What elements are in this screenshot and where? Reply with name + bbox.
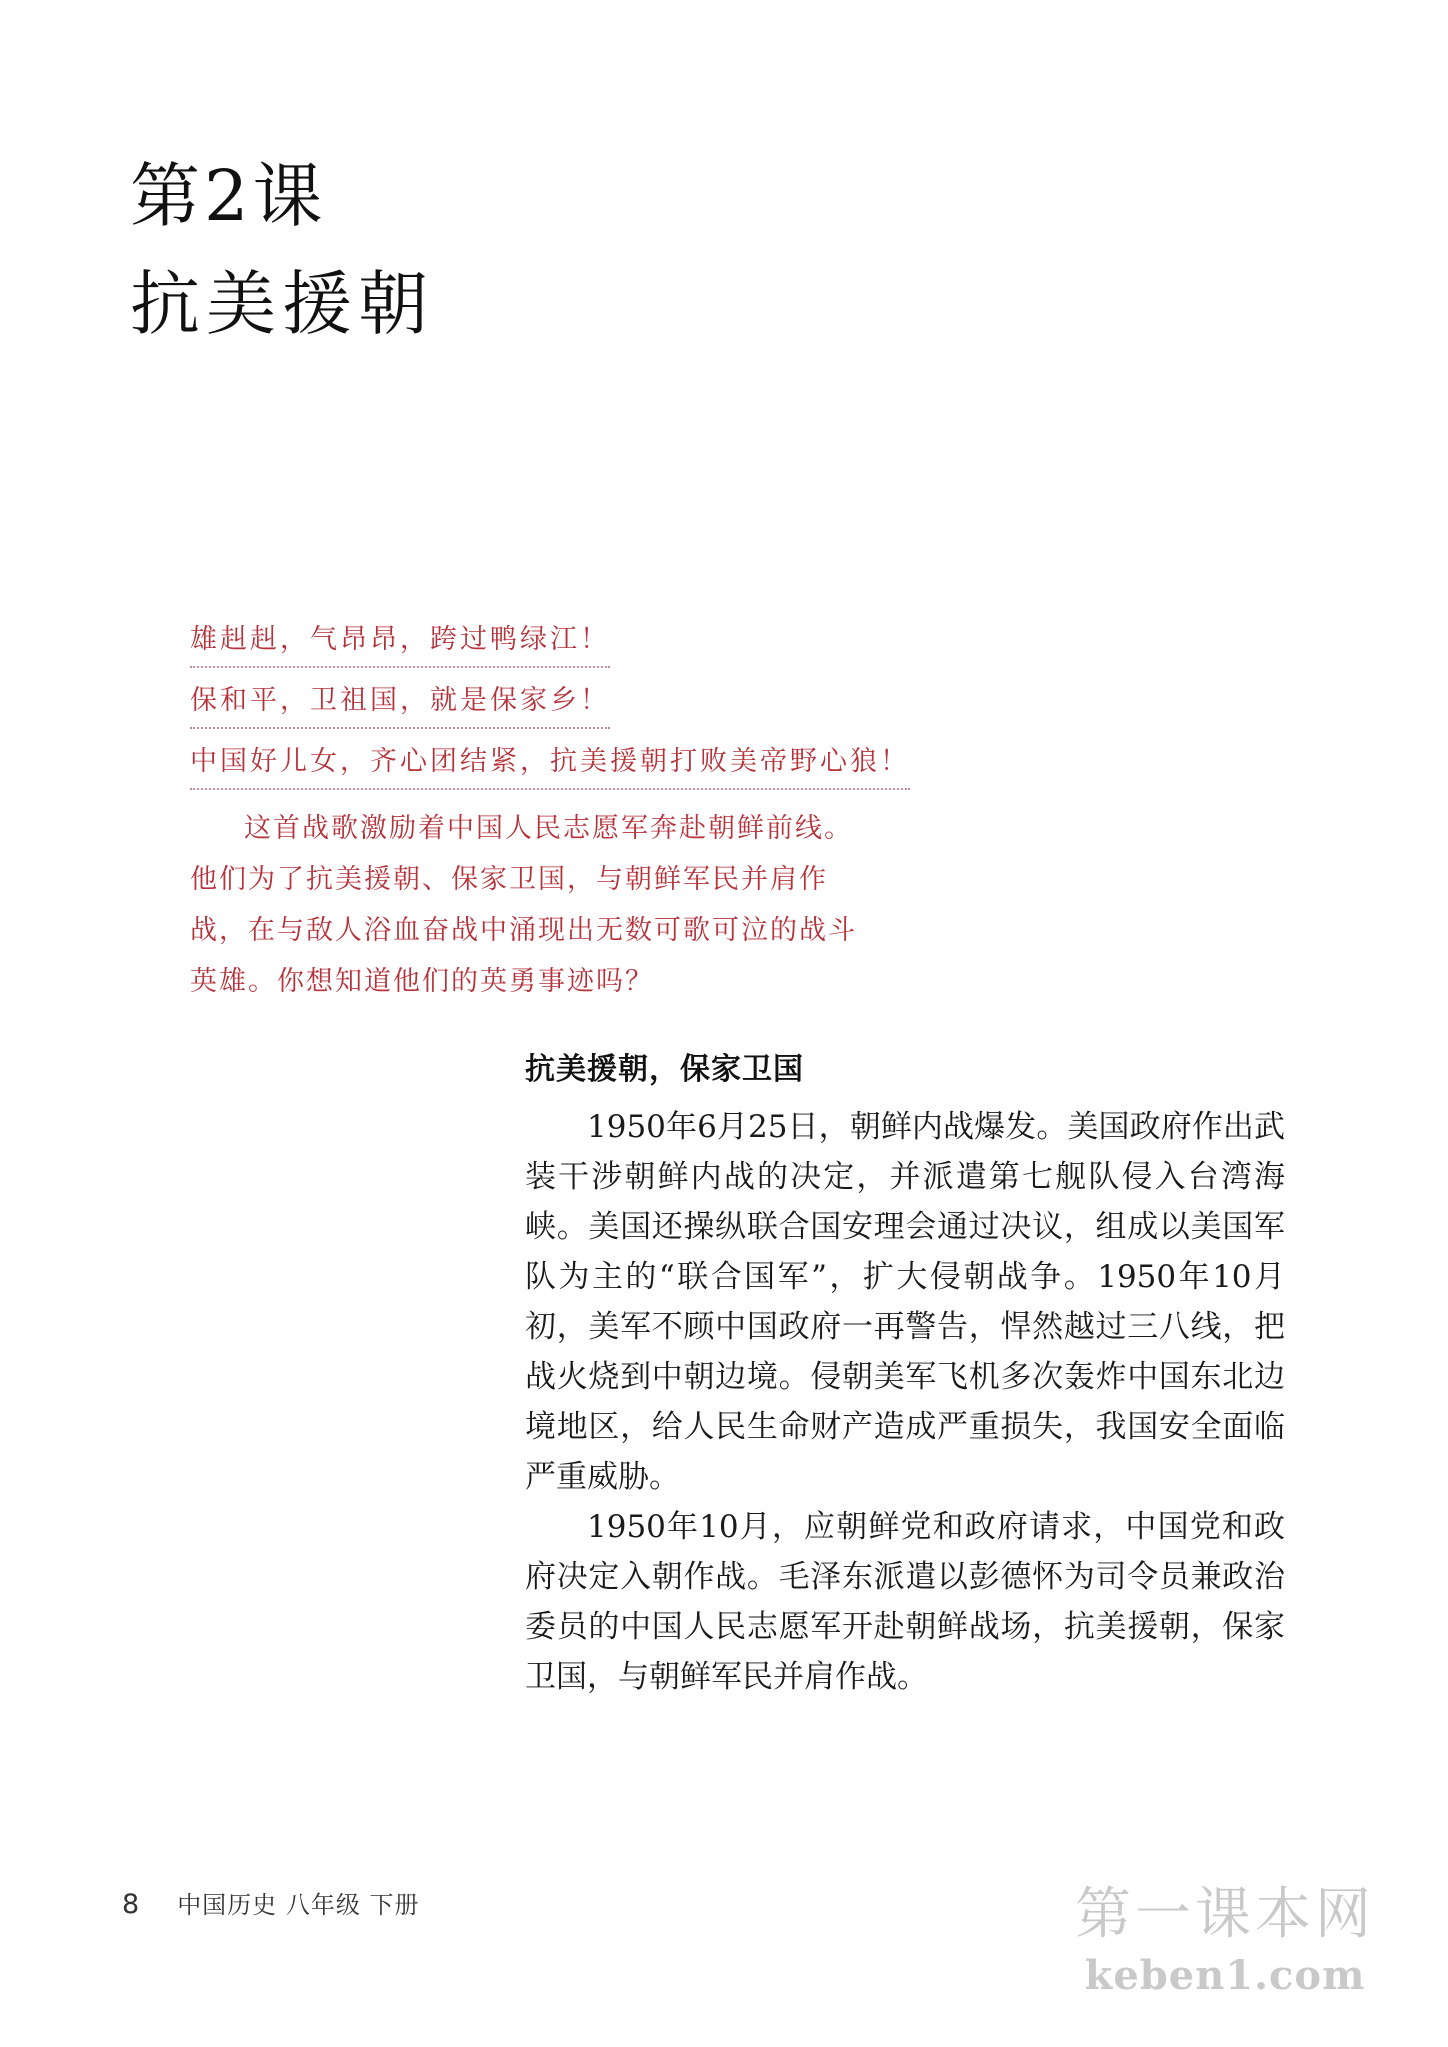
song-lyrics bbox=[190, 620, 910, 803]
watermark bbox=[1060, 1880, 1390, 2002]
lesson-number: 第2课 bbox=[130, 155, 327, 237]
lesson-intro bbox=[190, 620, 910, 1007]
body-paragraph: 1950年10月，应朝鲜党和政府请求，中国党和政府决定入朝作战。毛泽东派遣以彭德怀为司令员兼政治委员的中国人民志愿军开赴朝鲜战场，抗美援朝，保家卫国，与朝鲜军民并肩作战。 bbox=[525, 1509, 1285, 1695]
watermark-url: keben1.com bbox=[1084, 1952, 1366, 1999]
body-paragraph: 1950年6月25日，朝鲜内战爆发。美国政府作出武装干涉朝鲜内战的决定，并派遣第七舰队侵入台湾海峡。美国还操纵联合国安理会通过决议，组成以美国军队为主的“联合国军”，扩大侵朝战争。1950年10月初，美军不顾中国政府一再警告，悍然越过三八线，把战火烧到中朝边境。侵朝美军飞机多次轰炸中国东北边境地区，给人民生命财产造成严重损失，我国安全面临严重威胁。 bbox=[525, 1109, 1285, 1495]
section-body bbox=[525, 1040, 1285, 1702]
page-number: 8 bbox=[122, 1889, 140, 1920]
song-line: 中国好儿女，齐心团结紧，抗美援朝打败美帝野心狼！ bbox=[190, 742, 910, 790]
intro-paragraph: 这首战歌激励着中国人民志愿军奔赴朝鲜前线。他们为了抗美援朝、保家卫国，与朝鲜军民并肩作战，在与敌人浴血奋战中涌现出无数可歌可泣的战斗英雄。你想知道他们的英勇事迹吗？ bbox=[190, 813, 857, 997]
page-footer bbox=[122, 1885, 419, 1920]
section-heading: 抗美援朝，保家卫国 bbox=[525, 1052, 804, 1087]
book-title: 中国历史 八年级 下册 bbox=[177, 1891, 420, 1919]
song-line: 保和平，卫祖国，就是保家乡！ bbox=[190, 681, 610, 729]
watermark-site-name: 第一课本网 bbox=[1075, 1882, 1375, 1947]
lesson-title: 抗美援朝 bbox=[130, 263, 434, 345]
song-line: 雄赳赳，气昂昂，跨过鸭绿江！ bbox=[190, 620, 610, 668]
